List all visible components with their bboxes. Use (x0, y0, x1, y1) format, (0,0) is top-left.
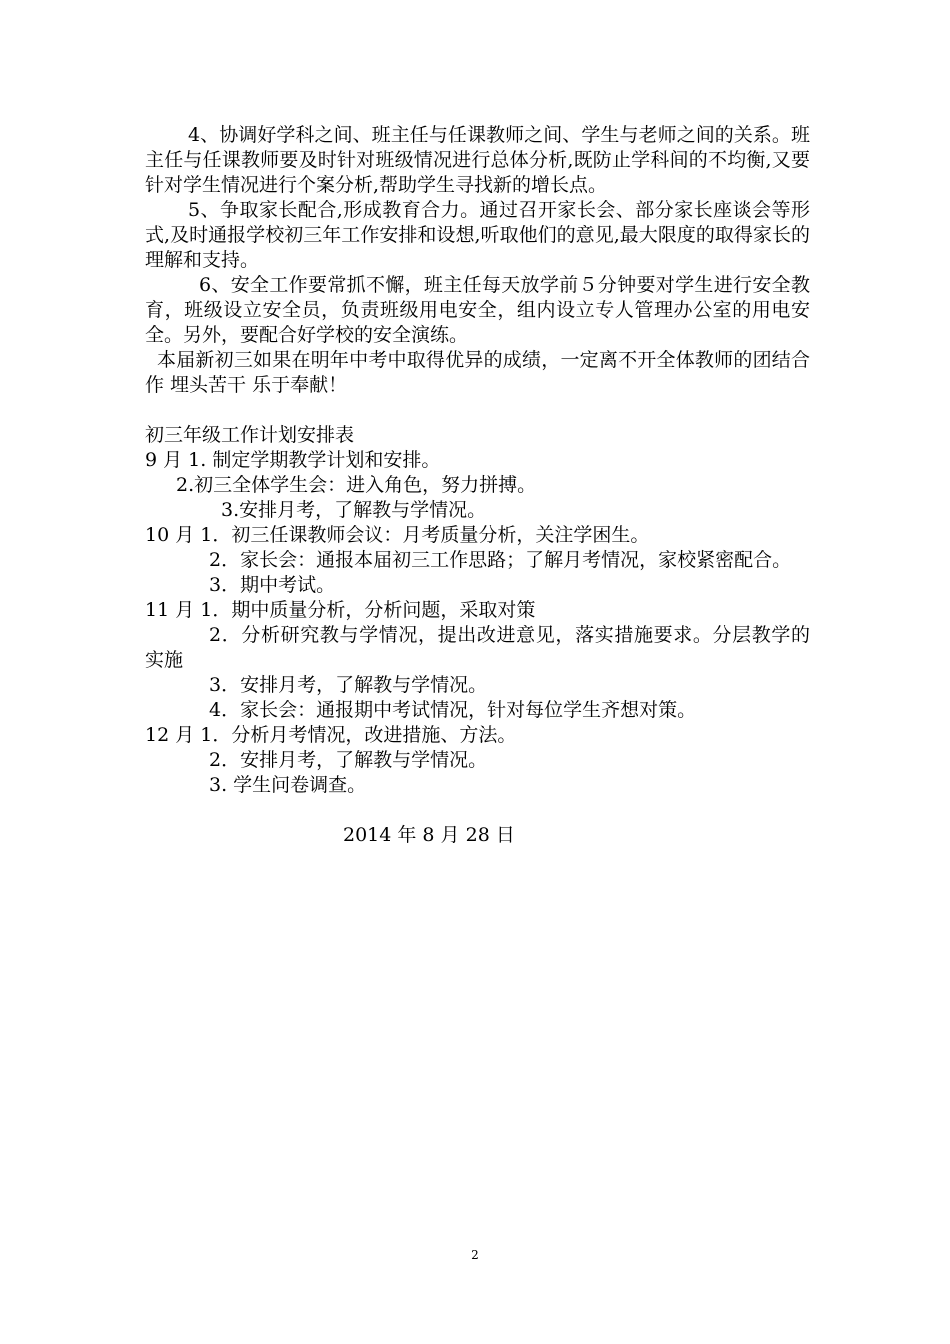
plan-sep-item-2: 2.初三全体学生会：进入角色，努力拼搏。 (176, 474, 537, 496)
closing-paragraph: 本届新初三如果在明年中考中取得优异的成绩，一定离不开全体教师的团结合作 埋头苦干 乐于奉献！ (145, 349, 810, 396)
paragraph-6: 6、安全工作要常抓不懈，班主任每天放学前５分钟要对学生进行安全教育，班级设立安全员，负责班级用电安全，组内设立专人管理办公室的用电安全。另外，要配合好学校的安全演练。 (145, 274, 810, 346)
plan-dec-item-2: 2．安排月考，了解教与学情况。 (209, 749, 488, 771)
plan-sep-item-3: 3.安排月考，了解教与学情况。 (221, 499, 487, 521)
page-number: 2 (471, 1248, 479, 1262)
plan-nov-item-2: 2．分析研究教与学情况，提出改进意见，落实措施要求。分层教学的实施 (145, 624, 810, 671)
paragraph-4: 4、协调好学科之间、班主任与任课教师之间、学生与老师之间的关系。班主任与任课教师要及时针对班级情况进行总体分析,既防止学科间的不均衡,又要针对学生情况进行个案分析,帮助学生寻找新的增长点。 (145, 124, 810, 196)
plan-title: 初三年级工作计划安排表 (145, 424, 355, 446)
plan-dec-item-3: 3. 学生问卷调查。 (209, 774, 367, 796)
plan-nov-item-3: 3．安排月考，了解教与学情况。 (209, 674, 488, 696)
plan-oct-item-2: 2．家长会：通报本届初三工作思路；了解月考情况，家校紧密配合。 (209, 549, 792, 571)
plan-oct-item-3: 3．期中考试。 (209, 574, 336, 596)
document-body (145, 123, 810, 848)
plan-nov-item-4: 4．家长会：通报期中考试情况，针对每位学生齐想对策。 (209, 699, 697, 721)
plan-dec-main: 12 月 1．分析月考情况，改进措施、方法。 (145, 724, 517, 746)
blank-line (145, 398, 810, 423)
plan-oct-main: 10 月 1．初三任课教师会议：月考质量分析，关注学困生。 (145, 524, 650, 546)
plan-sep-main: 9 月 1. 制定学期教学计划和安排。 (145, 449, 441, 471)
document-date: 2014 年 8 月 28 日 (343, 824, 515, 846)
paragraph-5: 5、争取家长配合,形成教育合力。通过召开家长会、部分家长座谈会等形式,及时通报学校初三年工作安排和设想,听取他们的意见,最大限度的取得家长的理解和支持。 (145, 199, 810, 271)
plan-nov-main: 11 月 1．期中质量分析，分析问题，采取对策 (145, 599, 536, 621)
